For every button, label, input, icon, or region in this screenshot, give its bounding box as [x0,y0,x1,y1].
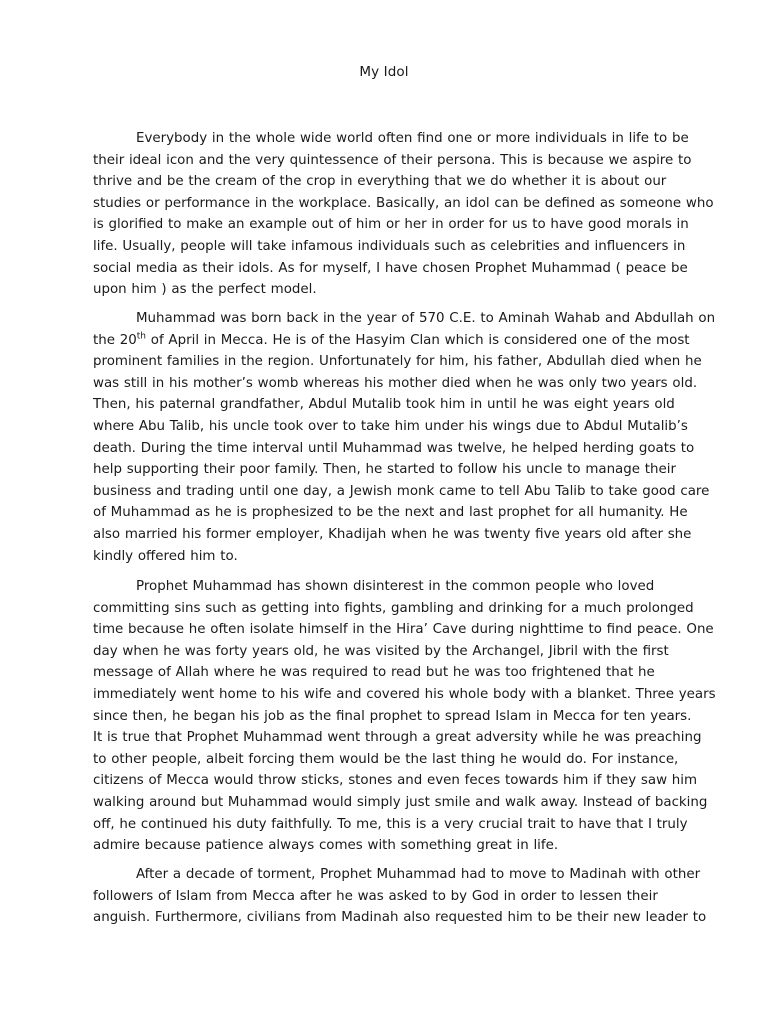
paragraph-3 [93,576,716,857]
text-line: Everybody in the whole wide world often find one or more individuals in life to be [136,131,689,146]
text-line: their ideal icon and the very quintessence of their persona. This is because we aspire to [93,152,692,168]
text-line: where Abu Talib, his uncle took over to take him under his wings due to Abdul Mutalib’s [93,418,688,434]
text-line: committing sins such as getting into fights, gambling and drinking for a much prolonged [93,600,694,616]
text-line: Then, his paternal grandfather, Abdul Mutalib took him in until he was eight years old [93,397,675,413]
paragraph-1 [93,128,714,301]
text-line: admire because patience always comes with something great in life. [93,838,559,854]
text-line [93,330,693,352]
text-line: After a decade of torment, Prophet Muhammad had to move to Madinah with other [136,867,701,882]
text-line: walking around but Muhammad would simply just smile and walk away. Instead of backing [93,794,708,810]
text-line: prominent families in the region. Unfortunately for him, his father, Abdullah died when he [93,354,702,370]
text-line: social media as their idols. As for myself, I have chosen Prophet Muhammad ( peace be [93,260,688,276]
text-line: day when he was forty years old, he was visited by the Archangel, Jibril with the first [93,643,669,659]
text-line: was still in his mother’s womb whereas his mother died when he was only two years old. [93,375,698,391]
text-line: to other people, albeit forcing them would be the last thing he would do. For instance, [93,751,679,767]
document-title: My Idol [359,64,409,80]
text-line: thrive and be the cream of the crop in everything that we do whether it is about our [93,174,667,190]
text-line: business and trading until one day, a Jewish monk came to tell Abu Talib to take good care [93,483,710,499]
text-line: Muhammad was born back in the year of 570 C.E. to Aminah Wahab and Abdullah on [136,311,716,326]
text-line: kindly offered him to. [93,548,238,564]
text-line: help supporting their poor family. Then, he started to follow his uncle to manage their [93,462,676,478]
text-line: immediately went home to his wife and covered his whole body with a blanket. Three years [93,686,716,702]
text-line: followers of Islam from Mecca after he was asked to by God in order to lessen their [93,888,658,904]
text-line: off, he continued his duty faithfully. To me, this is a very crucial trait to have that I truly [93,816,688,832]
text-line: also married his former employer, Khadijah when he was twenty five years old after she [93,526,692,542]
text-line: time because he often isolate himself in the Hira’ Cave during nighttime to find peace. One [93,622,714,638]
text-line: death. During the time interval until Muhammad was twelve, he helped herding goats to [93,440,695,456]
text-line: life. Usually, people will take infamous individuals such as celebrities and influencers in [93,238,686,254]
text-fragment: the 20 [93,332,137,348]
text-line: upon him ) as the perfect model. [93,282,317,298]
text-line: anguish. Furthermore, civilians from Madinah also requested him to be their new leader to [93,910,707,926]
text-line: citizens of Mecca would throw sticks, stones and even feces towards him if they saw him [93,773,698,789]
text-line: is glorified to make an example out of him or her in order for us to have good morals in [93,217,689,233]
ordinal-superscript: th [136,331,147,342]
text-fragment: of April in Mecca. He is of the Hasyim Clan which is considered one of the most [146,332,690,348]
paragraph-4 [93,864,707,929]
text-line: message of Allah where he was required to read but he was too frightened that he [93,665,655,681]
text-line: studies or performance in the workplace. Basically, an idol can be defined as someone who [93,195,714,211]
paragraph-2 [93,308,716,567]
text-line: Prophet Muhammad has shown disinterest in the common people who loved [136,579,655,594]
text-line: since then, he began his job as the final prophet to spread Islam in Mecca for ten years. [93,708,692,724]
text-line: of Muhammad as he is prophesized to be the next and last prophet for all humanity. He [93,505,688,521]
text-line: It is true that Prophet Muhammad went through a great adversity while he was preaching [93,730,702,746]
